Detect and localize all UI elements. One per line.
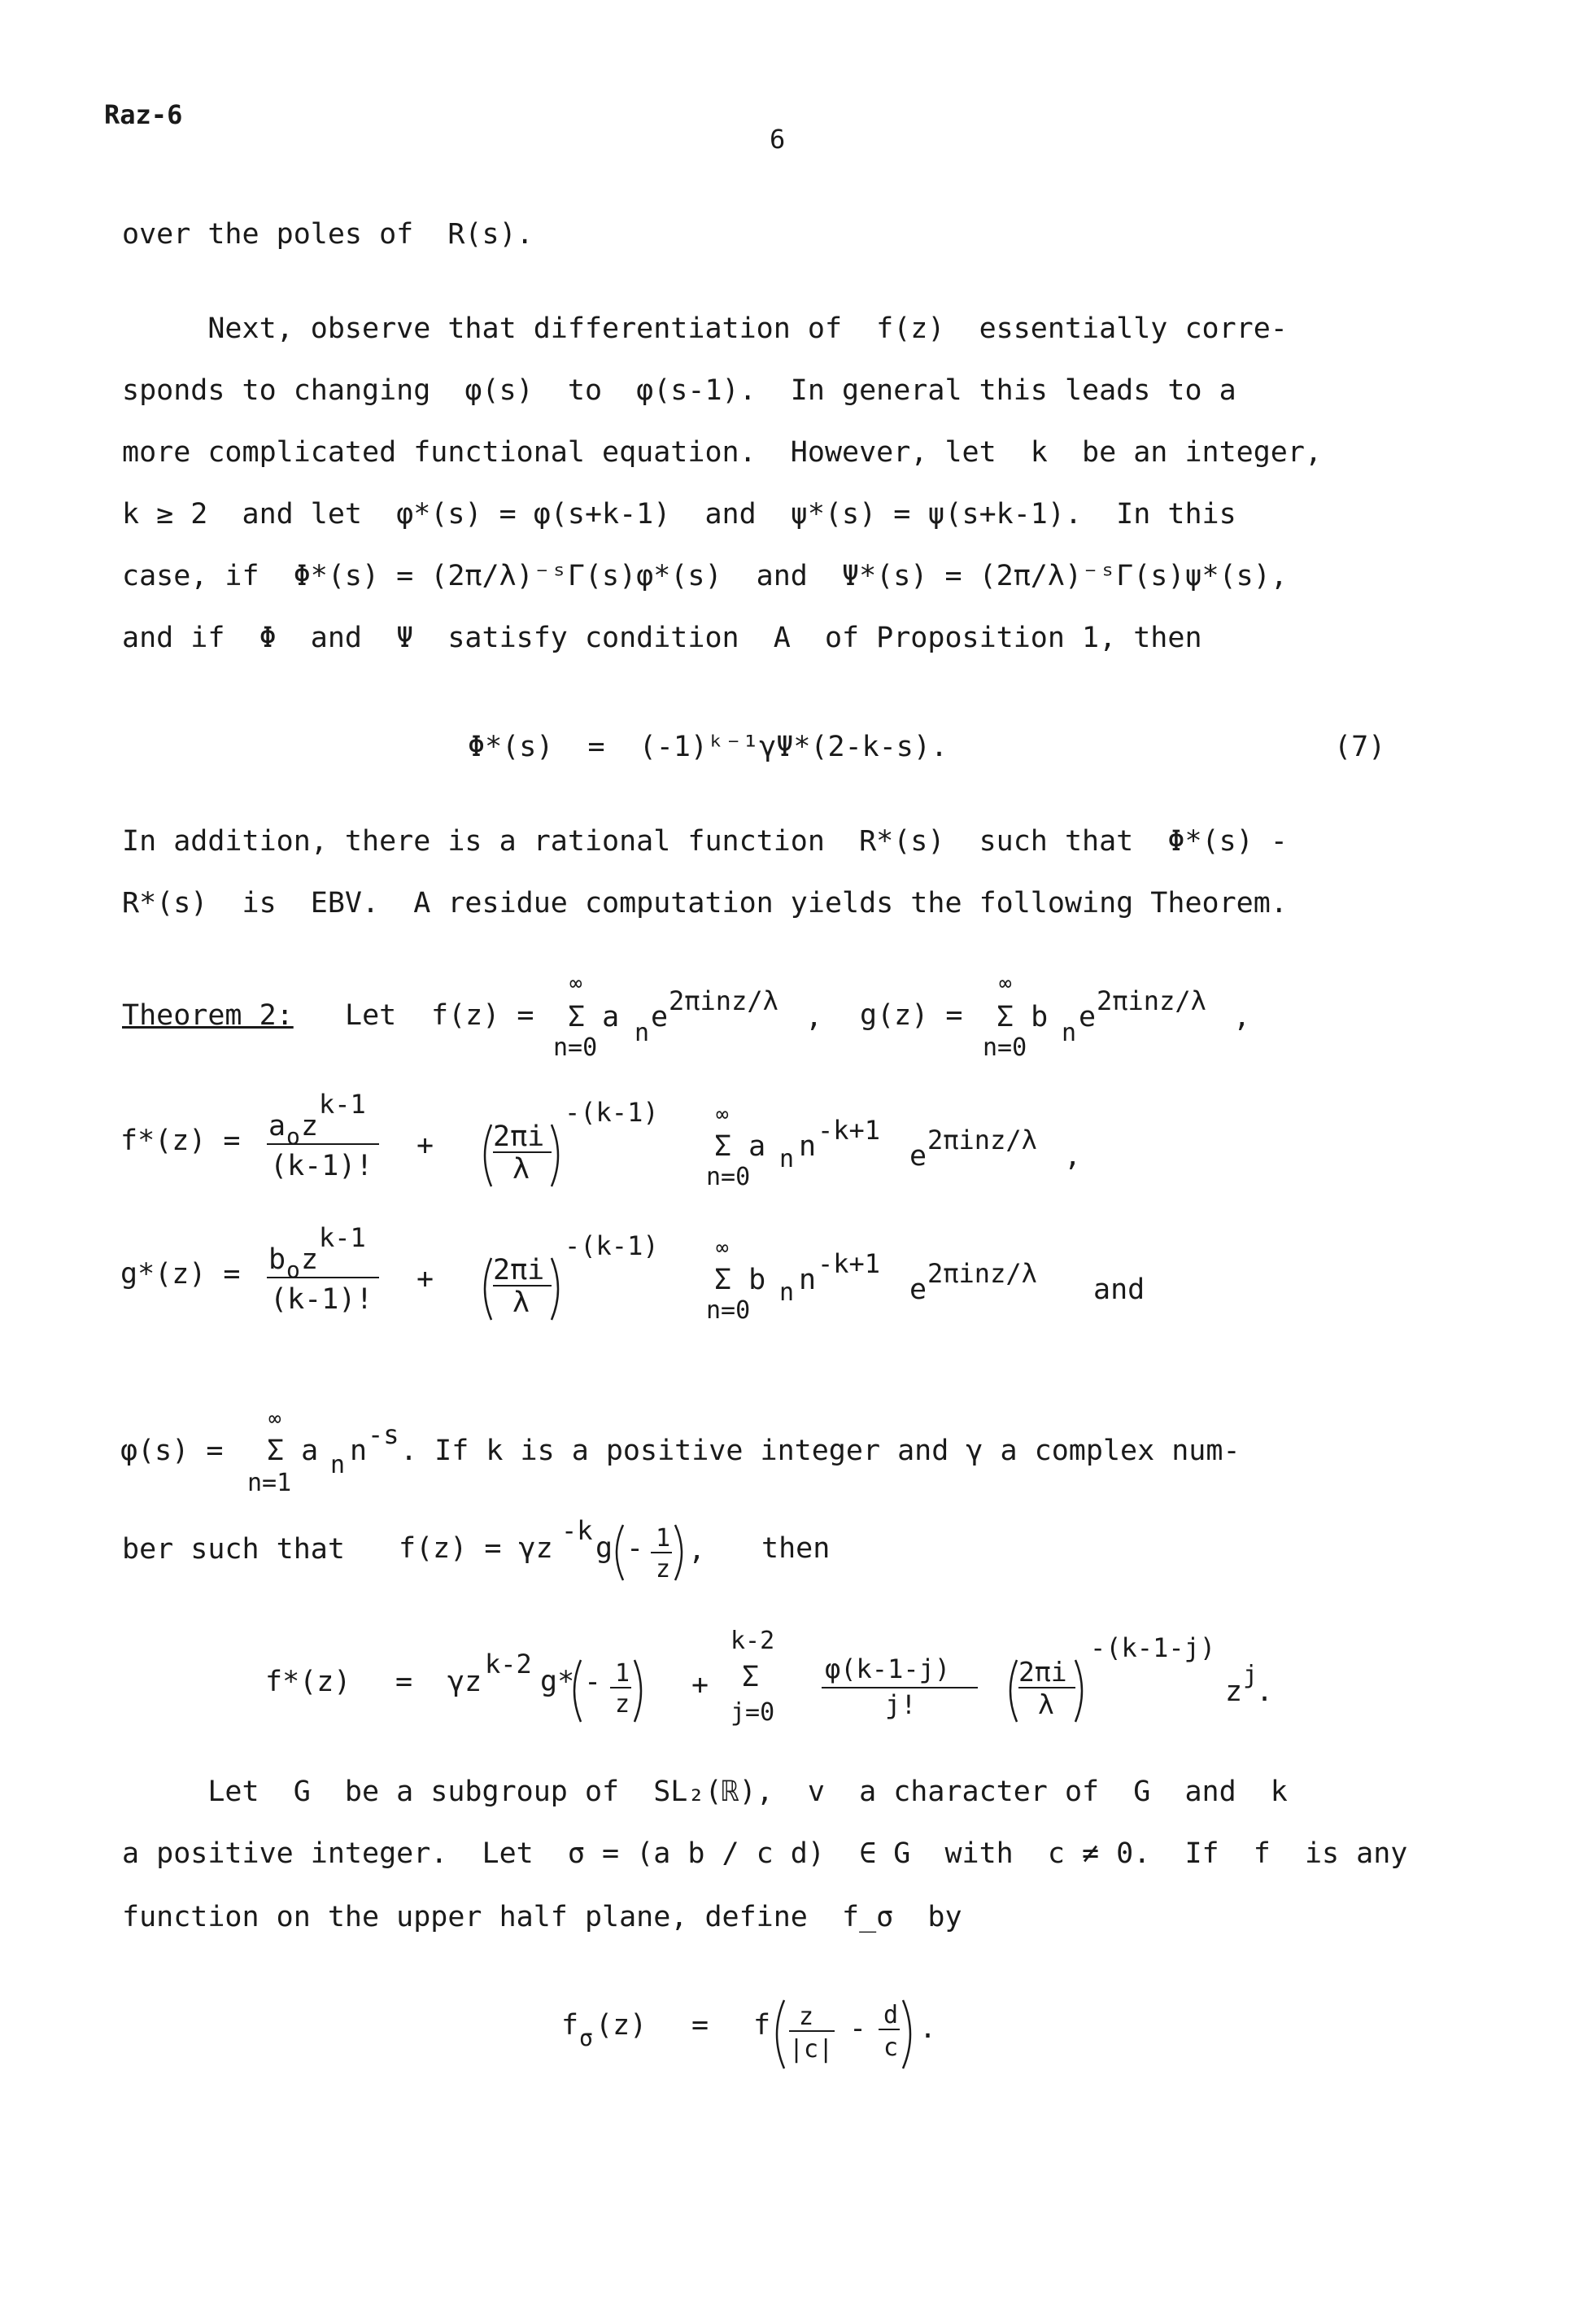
paragraph-line: Next, observe that differentiation of f(z) essentially corre- bbox=[122, 312, 1288, 345]
svg-text:and: and bbox=[1093, 1273, 1145, 1306]
phi-series-sentence bbox=[120, 1406, 1422, 1504]
svg-text:j!: j! bbox=[885, 1689, 917, 1720]
svg-text:2πi: 2πi bbox=[493, 1254, 545, 1286]
paragraph-line: a positive integer. Let σ = (a b / c d) ∈ G with c ≠ 0. If f is any bbox=[122, 1837, 1408, 1870]
svg-text:λ: λ bbox=[1038, 1688, 1054, 1720]
svg-text:∞: ∞ bbox=[569, 972, 582, 996]
svg-text:f(z) =: f(z) = bbox=[431, 999, 534, 1032]
svg-text:2πinz/λ: 2πinz/λ bbox=[1097, 985, 1206, 1016]
svg-text:Σ a: Σ a bbox=[267, 1435, 319, 1467]
svg-text:j: j bbox=[1243, 1661, 1258, 1689]
svg-text:n: n bbox=[779, 1145, 795, 1173]
svg-text:e: e bbox=[909, 1140, 927, 1173]
svg-text:φ(k-1-j): φ(k-1-j) bbox=[825, 1653, 951, 1684]
svg-text:e: e bbox=[909, 1273, 927, 1306]
svg-text:n: n bbox=[1062, 1019, 1077, 1047]
svg-text:n=0: n=0 bbox=[553, 1033, 598, 1062]
svg-text:b: b bbox=[268, 1243, 286, 1276]
svg-text:φ(s) =: φ(s) = bbox=[120, 1435, 224, 1467]
svg-text:z: z bbox=[301, 1110, 319, 1142]
f-sigma-definition bbox=[561, 1976, 1049, 2082]
svg-text:=: = bbox=[395, 1666, 413, 1698]
svg-text:n=0: n=0 bbox=[706, 1296, 751, 1325]
svg-text:|c|: |c| bbox=[789, 2035, 834, 2064]
svg-text:+: + bbox=[691, 1669, 709, 1702]
svg-text:∞: ∞ bbox=[716, 1103, 729, 1127]
modular-relation bbox=[399, 1505, 968, 1587]
svg-text:-(k-1-j): -(k-1-j) bbox=[1090, 1632, 1216, 1663]
svg-text:-: - bbox=[849, 2012, 867, 2045]
svg-text:d: d bbox=[883, 2001, 899, 2029]
svg-text:j=0: j=0 bbox=[730, 1698, 775, 1727]
equation-7: Φ*(s) = (-1)ᵏ⁻¹γΨ*(2-k-s). bbox=[468, 731, 949, 763]
svg-text:(k-1)!: (k-1)! bbox=[270, 1150, 373, 1182]
paragraph-line: and if Φ and Ψ satisfy condition A of Proposition 1, then bbox=[122, 622, 1202, 654]
svg-text:1: 1 bbox=[615, 1659, 630, 1688]
svg-text:(z): (z) bbox=[595, 2009, 648, 2042]
svg-text:n: n bbox=[330, 1451, 346, 1479]
svg-text:. If k is a positive intege: . If k is a positive integer and γ a complex num- bbox=[400, 1435, 1241, 1467]
svg-text:f: f bbox=[753, 2009, 771, 2042]
svg-text:g: g bbox=[595, 1532, 613, 1565]
svg-text:2πinz/λ: 2πinz/λ bbox=[669, 985, 778, 1016]
svg-text:2πinz/λ: 2πinz/λ bbox=[927, 1258, 1037, 1289]
svg-text:∞: ∞ bbox=[999, 972, 1012, 996]
fz-gz-definitions bbox=[431, 964, 1326, 1062]
svg-text:Σ a: Σ a bbox=[568, 1001, 620, 1033]
paragraph-line: Let G be a subgroup of SL₂(ℝ), v a character of G and k bbox=[122, 1776, 1288, 1808]
page-number: 6 bbox=[770, 124, 786, 155]
svg-text:f*(z): f*(z) bbox=[265, 1666, 351, 1698]
paragraph-line: over the poles of R(s). bbox=[122, 218, 534, 251]
svg-text:z: z bbox=[615, 1690, 630, 1719]
svg-text:λ: λ bbox=[512, 1153, 530, 1186]
svg-text:g(z) =: g(z) = bbox=[860, 999, 963, 1032]
paragraph-line: more complicated functional equation. However, let k be an integer, bbox=[122, 436, 1323, 469]
svg-text:n=0: n=0 bbox=[706, 1163, 751, 1191]
svg-text:a: a bbox=[268, 1110, 286, 1142]
svg-text:k-2: k-2 bbox=[730, 1627, 775, 1655]
svg-text:1: 1 bbox=[656, 1524, 671, 1553]
svg-text:k-2: k-2 bbox=[485, 1649, 532, 1680]
fstar-definition bbox=[120, 1074, 1178, 1196]
svg-text:n=0: n=0 bbox=[983, 1033, 1027, 1062]
paragraph-line: case, if Φ*(s) = (2π/λ)⁻ˢΓ(s)φ*(s) and Ψ*(s) = (2π/λ)⁻ˢΓ(s)ψ*(s), bbox=[122, 560, 1288, 592]
svg-text:n: n bbox=[779, 1278, 795, 1307]
svg-text:=: = bbox=[691, 2009, 709, 2042]
paragraph-line: R*(s) is EBV. A residue computation yields the following Theorem. bbox=[122, 887, 1288, 920]
svg-text:Σ a: Σ a bbox=[714, 1130, 766, 1163]
running-head: Raz-6 bbox=[104, 99, 183, 130]
svg-text:σ: σ bbox=[579, 2025, 593, 2051]
svg-text:n: n bbox=[799, 1264, 817, 1296]
svg-text:,: , bbox=[805, 1001, 823, 1033]
svg-text:e: e bbox=[1079, 1001, 1097, 1033]
svg-text:z: z bbox=[1225, 1675, 1243, 1708]
svg-text:Σ b: Σ b bbox=[714, 1264, 766, 1296]
svg-text:,: , bbox=[1064, 1140, 1082, 1173]
svg-text:n: n bbox=[635, 1019, 650, 1047]
svg-text:.: . bbox=[1256, 1675, 1274, 1708]
svg-text:2πi: 2πi bbox=[493, 1120, 545, 1153]
paragraph-line: sponds to changing φ(s) to φ(s-1). In general this leads to a bbox=[122, 374, 1236, 407]
svg-text:-s: -s bbox=[368, 1419, 399, 1450]
svg-text:f*(z) =: f*(z) = bbox=[120, 1125, 241, 1157]
svg-text:g*: g* bbox=[540, 1666, 575, 1698]
svg-text:e: e bbox=[651, 1001, 669, 1033]
svg-text:f(z) = γz: f(z) = γz bbox=[399, 1532, 553, 1565]
svg-text:z: z bbox=[656, 1555, 671, 1584]
svg-text:Σ: Σ bbox=[742, 1661, 760, 1693]
svg-text:k-1: k-1 bbox=[319, 1089, 366, 1120]
svg-text:k-1: k-1 bbox=[319, 1222, 366, 1253]
svg-text:o: o bbox=[286, 1123, 300, 1150]
svg-text:z: z bbox=[799, 2003, 814, 2031]
svg-text:(k-1)!: (k-1)! bbox=[270, 1283, 373, 1316]
svg-text:-(k-1): -(k-1) bbox=[565, 1097, 659, 1128]
svg-text:γz: γz bbox=[447, 1666, 482, 1698]
svg-text:2πinz/λ: 2πinz/λ bbox=[927, 1125, 1037, 1155]
gstar-definition bbox=[120, 1208, 1178, 1330]
svg-text:+: + bbox=[416, 1263, 434, 1295]
paragraph-line: ber such that bbox=[122, 1533, 345, 1566]
equation-number: (7) bbox=[1334, 731, 1386, 763]
svg-text:,: , bbox=[688, 1534, 706, 1566]
svg-text:2πi: 2πi bbox=[1018, 1656, 1067, 1688]
svg-text:∞: ∞ bbox=[268, 1407, 281, 1431]
svg-text:n: n bbox=[350, 1435, 368, 1467]
theorem-label: Theorem 2: bbox=[122, 999, 294, 1032]
svg-text:n: n bbox=[799, 1130, 817, 1163]
svg-text:n=1: n=1 bbox=[247, 1469, 292, 1497]
svg-text:-: - bbox=[626, 1532, 644, 1565]
svg-text:λ: λ bbox=[512, 1286, 530, 1319]
svg-text:f: f bbox=[561, 2009, 579, 2042]
svg-text:-(k-1): -(k-1) bbox=[565, 1230, 659, 1261]
svg-text:-: - bbox=[584, 1666, 602, 1698]
svg-text:-k: -k bbox=[561, 1515, 593, 1546]
svg-text:then: then bbox=[761, 1532, 831, 1565]
svg-text:Σ b: Σ b bbox=[997, 1001, 1049, 1033]
svg-text:-k+1: -k+1 bbox=[818, 1115, 881, 1146]
theorem-2-conclusion bbox=[265, 1624, 1323, 1730]
svg-text:.: . bbox=[919, 2012, 937, 2045]
svg-text:+: + bbox=[416, 1129, 434, 1162]
svg-text:c: c bbox=[883, 2034, 899, 2062]
svg-text:-k+1: -k+1 bbox=[818, 1248, 881, 1279]
paragraph-line: function on the upper half plane, define f_σ by bbox=[122, 1901, 962, 1933]
svg-text:g*(z) =: g*(z) = bbox=[120, 1258, 241, 1291]
theorem-let: Let bbox=[345, 999, 397, 1032]
paragraph-line: k ≥ 2 and let φ*(s) = φ(s+k-1) and ψ*(s) = ψ(s+k-1). In this bbox=[122, 498, 1236, 531]
svg-text:∞: ∞ bbox=[716, 1236, 729, 1260]
svg-text:o: o bbox=[286, 1256, 300, 1283]
svg-text:z: z bbox=[301, 1243, 319, 1276]
paragraph-line: In addition, there is a rational function R*(s) such that Φ*(s) - bbox=[122, 825, 1288, 858]
svg-text:,: , bbox=[1233, 1001, 1251, 1033]
